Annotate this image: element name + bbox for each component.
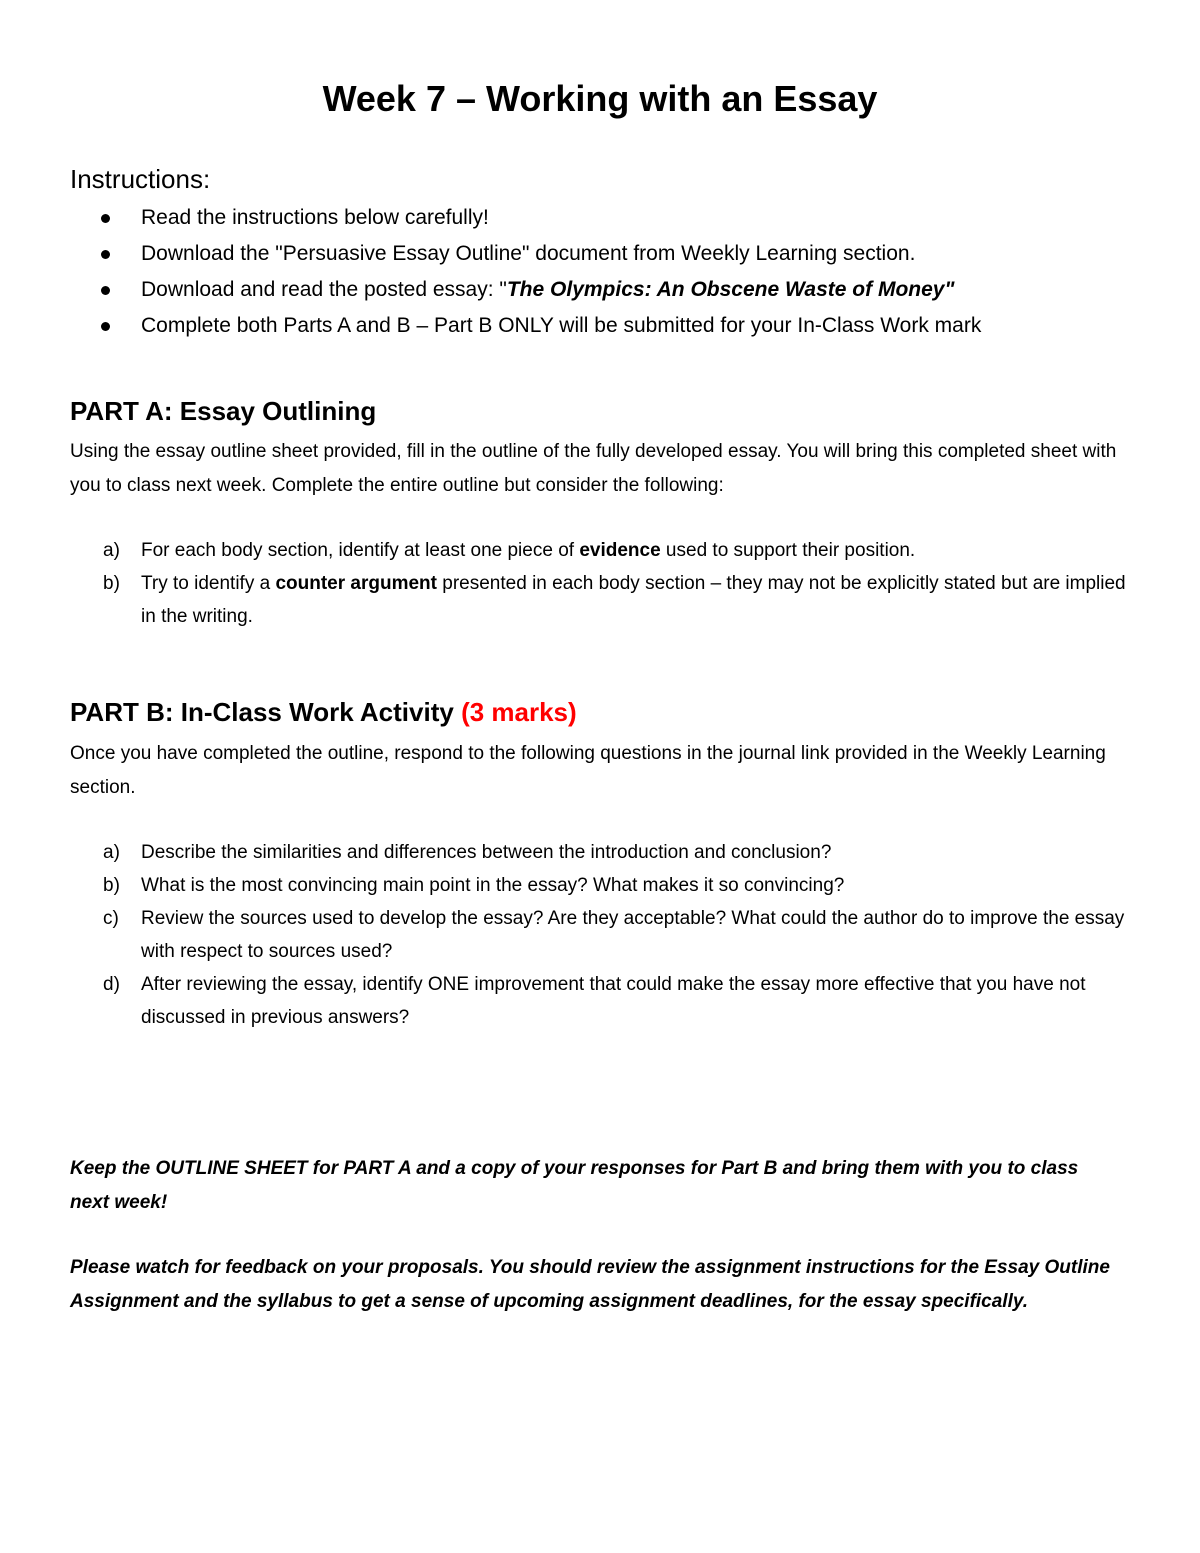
question-text: Describe the similarities and differences between the introduction and conclusion? (141, 842, 832, 863)
item-text: used to support their position. (660, 540, 916, 561)
list-item (70, 869, 1130, 902)
bullet-icon (101, 250, 110, 259)
list-marker: a) (103, 540, 120, 561)
essay-title: The Olympics: An Obscene Waste of Money" (506, 278, 955, 301)
question-text: What is the most convincing main point in the essay? What makes it so convincing? (141, 875, 845, 896)
list-item (70, 202, 981, 238)
list-marker: c) (103, 908, 119, 929)
item-text: presented in each body section – they may not be explicitly stated but are implied in the writing. (141, 573, 1126, 627)
marks-badge: (3 marks) (461, 697, 577, 727)
part-a-heading: PART A: Essay Outlining (70, 396, 377, 426)
instruction-text: Download and read the posted essay: " (141, 278, 507, 301)
list-item (70, 968, 1130, 1034)
keep-outline-note: Keep the OUTLINE SHEET for PART A and a copy of your responses for Part B and bring them with you to class next week! (70, 1158, 1079, 1213)
spacer (174, 697, 181, 727)
part-a-paragraph: Using the essay outline sheet provided, fill in the outline of the fully developed essay. You will bring this completed sheet with you to class next week. Complete the entire outline but consider the following: (70, 441, 1117, 496)
bullet-icon (101, 214, 110, 223)
item-emphasis: counter argument (275, 573, 437, 594)
instruction-text: Download the "Persuasive Essay Outline" document from Weekly Learning section. (141, 242, 916, 265)
list-item (70, 238, 981, 274)
question-text: Review the sources used to develop the essay? Are they acceptable? What could the author do to improve the essay with respect to sources used? (141, 908, 1125, 962)
item-text: Try to identify a (141, 573, 276, 594)
question-text: After reviewing the essay, identify ONE improvement that could make the essay more effective that you have not discussed in previous answers? (141, 974, 1086, 1028)
instruction-text: Read the instructions below carefully! (141, 206, 489, 229)
bullet-icon (101, 322, 110, 331)
instructions-list (70, 202, 981, 346)
list-item (70, 567, 1130, 633)
item-text: For each body section, identify at least one piece of (141, 540, 580, 561)
part-b-title: In-Class Work Activity (180, 697, 462, 727)
part-b-list (70, 836, 1130, 1034)
part-b-heading (70, 697, 577, 728)
list-marker: a) (103, 842, 120, 863)
list-item (70, 836, 1130, 869)
bullet-icon (101, 286, 110, 295)
feedback-note: Please watch for feedback on your proposals. You should review the assignment instructions for the Essay Outline Assignment and the syllabus to get a sense of upcoming assignment deadlines, for the essay specifically. (70, 1257, 1110, 1312)
list-item (70, 902, 1130, 968)
instruction-text: Complete both Parts A and B – Part B ONLY will be submitted for your In-Class Work mark (141, 314, 982, 337)
list-marker: d) (103, 974, 120, 995)
list-item (70, 274, 981, 310)
page-title: Week 7 – Working with an Essay (322, 78, 878, 119)
list-marker: b) (103, 573, 120, 594)
instructions-heading: Instructions: (70, 164, 211, 194)
list-item (70, 310, 981, 346)
list-marker: b) (103, 875, 120, 896)
part-a-list (70, 534, 1130, 633)
part-b-label: PART B: (70, 697, 174, 727)
item-emphasis: evidence (579, 540, 661, 561)
list-item (70, 534, 1130, 567)
part-b-paragraph: Once you have completed the outline, respond to the following questions in the journal link provided in the Weekly Learning section. (70, 743, 1106, 798)
